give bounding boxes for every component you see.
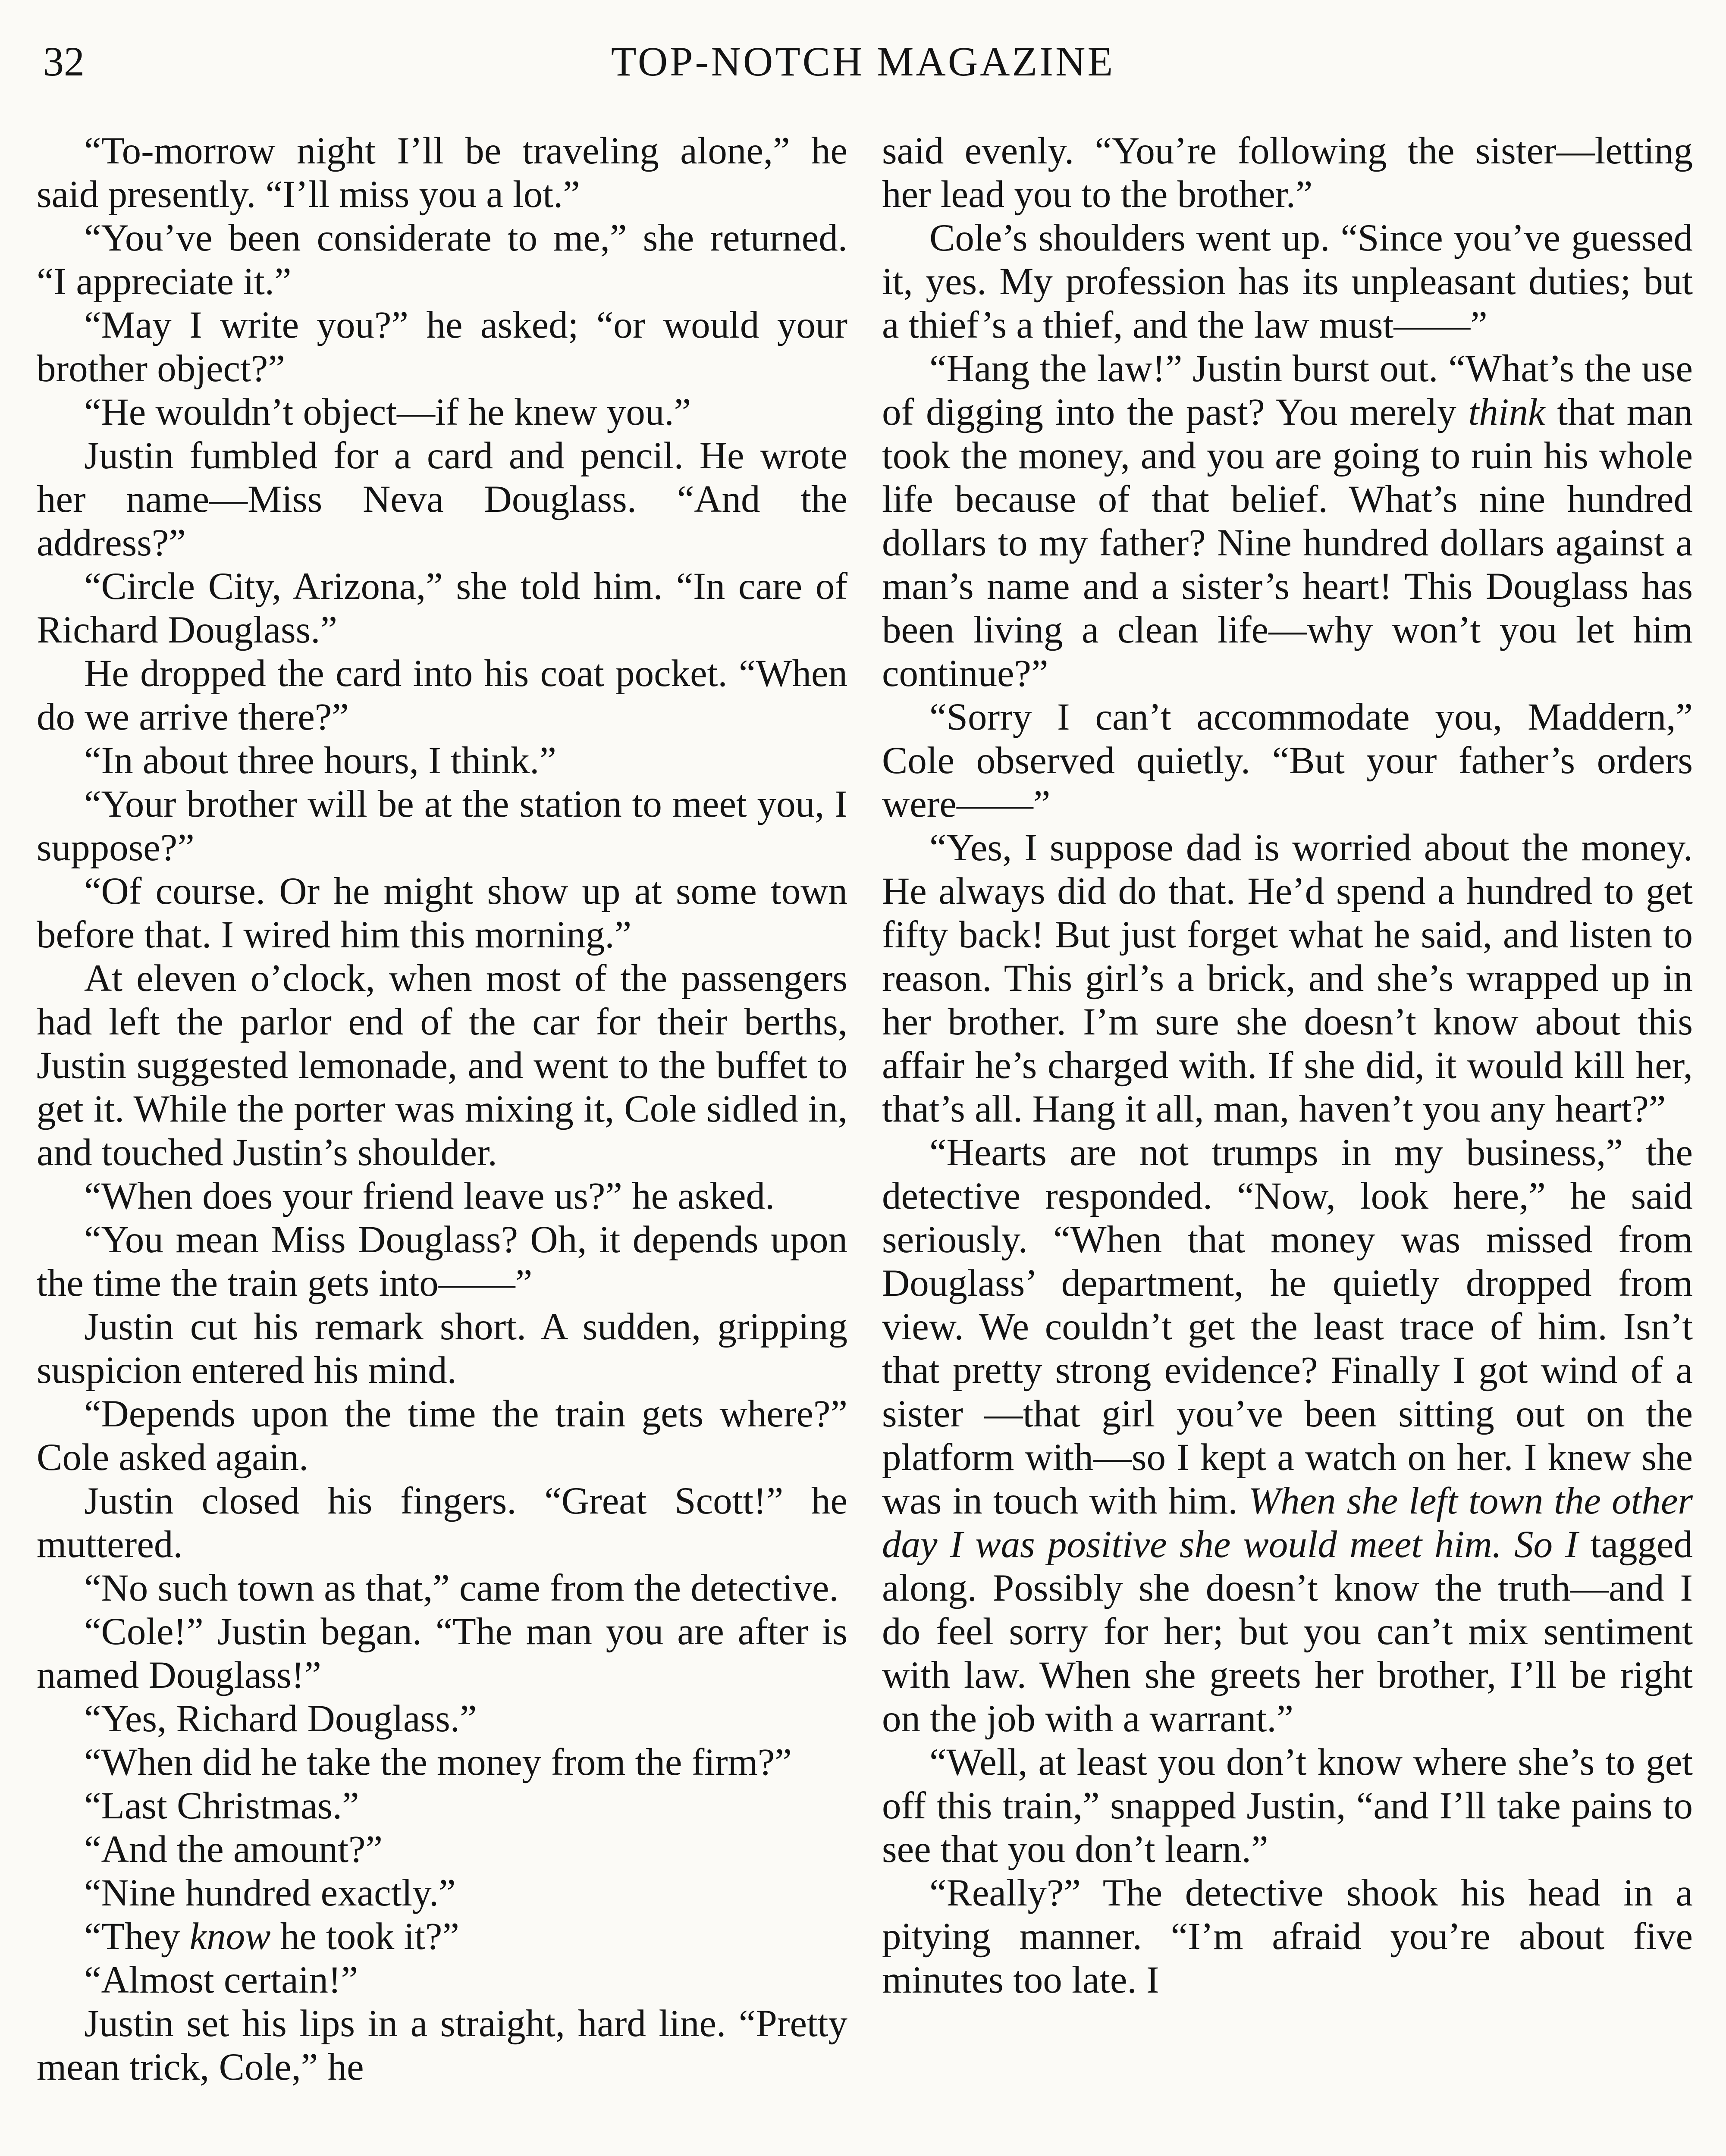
paragraph: “Well, at least you don’t know where she’s to get off this train,” snapped Justin, “and I’ll take pains to see that you don’t learn.”: [882, 1741, 1693, 1871]
paragraph: “To-morrow night I’ll be traveling alone,” he said presently. “I’ll miss you a lot.”: [37, 130, 847, 216]
paragraph: “Hang the law!” Justin burst out. “What’s the use of digging into the past? You merely think that man took the money, and you are going to ruin his whole life because of that belief. What’s nine hundred dollars to my father? Nine hundred dollars against a man’s name and a sister’s heart! This Douglass has been living a clean life—why won’t you let him continue?”: [882, 348, 1693, 695]
paragraph: “Circle City, Arizona,” she told him. “In care of Richard Douglass.”: [37, 565, 847, 651]
paragraph: “No such town as that,” came from the detective.: [84, 1567, 839, 1609]
paragraph: “Cole!” Justin began. “The man you are after is named Douglass!”: [37, 1611, 847, 1696]
left-column: [37, 129, 847, 2089]
paragraph: “In about three hours, I think.”: [84, 740, 556, 782]
paragraph: “Sorry I can’t accommodate you, Maddern,” Cole observed quietly. “But your father’s orders were——”: [882, 696, 1693, 825]
paragraph: “Of course. Or he might show up at some town before that. I wired him this morning.”: [37, 870, 847, 956]
paragraph: “Almost certain!”: [84, 1959, 358, 2001]
paragraph: “They know he took it?”: [84, 1915, 459, 1958]
page-number: 32: [43, 38, 85, 85]
paragraph: “Your brother will be at the station to meet you, I suppose?”: [37, 783, 847, 869]
paragraph: “Hearts are not trumps in my business,” the detective responded. “Now, look here,” he said seriously. “When that money was missed from Douglass’ department, he quietly dropped from view. We couldn’t get the least trace of him. Isn’t that pretty strong evidence? Finally I got wind of a sister —that girl you’ve been sitting out on the platform with—so I kept a watch on her. I knew she was in touch with him. When she left town the other day I was positive she would meet him. So I tagged along. Possibly she doesn’t know the truth—and I do feel sorry for her; but you can’t mix sentiment with law. When she greets her brother, I’ll be right on the job with a warrant.”: [882, 1131, 1693, 1740]
paragraph: “May I write you?” he asked; “or would your brother object?”: [37, 304, 847, 390]
paragraph: “Yes, I suppose dad is worried about the money. He always did do that. He’d spend a hundred to get fifty back! But just forget what he said, and listen to reason. This girl’s a brick, and she’s wrapped up in her brother. I’m sure she doesn’t know about this affair he’s charged with. If she did, it would kill her, that’s all. Hang it all, man, haven’t you any heart?”: [882, 827, 1693, 1130]
paragraph: Justin set his lips in a straight, hard line. “Pretty mean trick, Cole,” he: [37, 2002, 847, 2088]
paragraph: “You’ve been considerate to me,” she returned. “I appreciate it.”: [37, 217, 847, 303]
paragraph: “When did he take the money from the firm?”: [84, 1741, 792, 1783]
running-head: TOP-NOTCH MAGAZINE: [611, 38, 1115, 85]
paragraph: At eleven o’clock, when most of the passengers had left the parlor end of the car for their berths, Justin suggested lemonade, and went to the buffet to get it. While the porter was mixing it, Cole sidled in, and touched Justin’s shoulder.: [37, 957, 847, 1174]
paragraph: “Nine hundred exactly.”: [84, 1872, 456, 1914]
paragraph: “He wouldn’t object—if he knew you.”: [84, 391, 691, 433]
paragraph: “Yes, Richard Douglass.”: [84, 1698, 477, 1740]
paragraph: Justin cut his remark short. A sudden, gripping suspicion entered his mind.: [37, 1306, 847, 1391]
paragraph: “Really?” The detective shook his head in a pitying manner. “I’m afraid you’re about five minutes too late. I: [882, 1872, 1693, 2001]
paragraph: Justin fumbled for a card and pencil. He wrote her name—Miss Neva Douglass. “And the address?”: [37, 435, 847, 564]
paragraph: Cole’s shoulders went up. “Since you’ve guessed it, yes. My profession has its unpleasant duties; but a thief’s a thief, and the law must——”: [882, 217, 1693, 346]
paragraph: “You mean Miss Douglass? Oh, it depends upon the time the train gets into——”: [37, 1219, 847, 1304]
right-column: [882, 129, 1693, 2002]
paragraph: “When does your friend leave us?” he asked.: [84, 1175, 775, 1217]
paragraph: “And the amount?”: [84, 1828, 383, 1871]
paragraph: “Depends upon the time the train gets where?” Cole asked again.: [37, 1393, 847, 1479]
paragraph: He dropped the card into his coat pocket. “When do we arrive there?”: [37, 652, 847, 738]
paragraph: “Last Christmas.”: [84, 1785, 359, 1827]
paragraph-continued: said evenly. “You’re following the sister—letting her lead you to the brother.”: [882, 130, 1693, 216]
paragraph: Justin closed his fingers. “Great Scott!” he muttered.: [37, 1480, 847, 1566]
